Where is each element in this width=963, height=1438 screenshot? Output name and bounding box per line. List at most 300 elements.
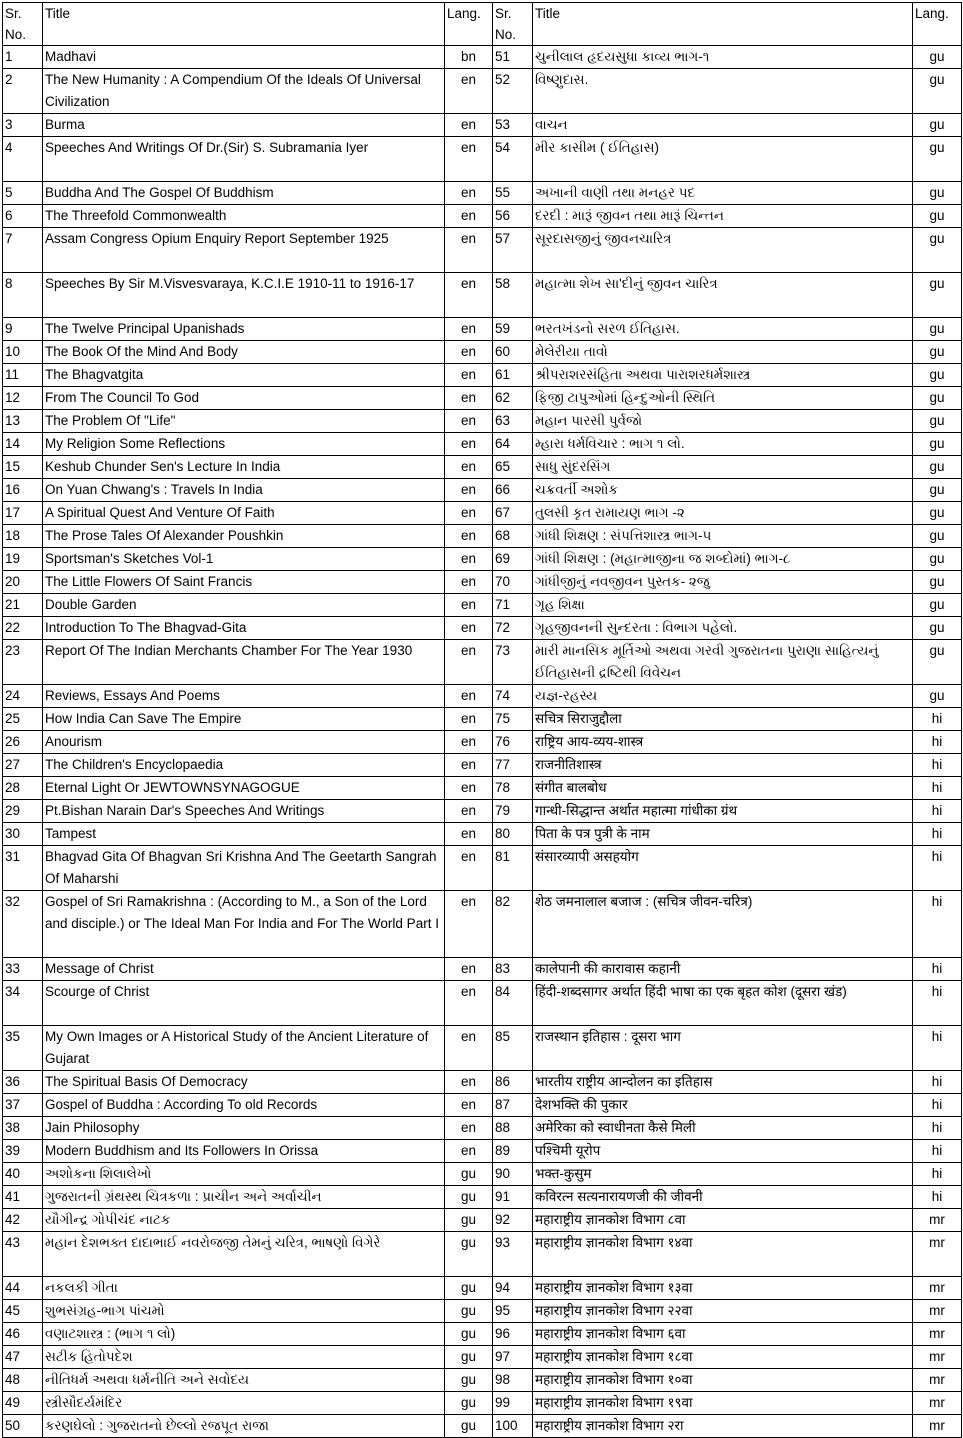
title-cell: देशभक्ति की पुकार [533, 1094, 913, 1117]
title-cell: ગાંધી શિક્ષણ : સંપત્તિશાસ્ત્ર ભાગ-૫ [533, 525, 913, 548]
table-row [3, 410, 962, 433]
lang-cell: en [445, 640, 493, 685]
table-row [3, 754, 962, 777]
sr-no-cell: 62 [493, 387, 533, 410]
lang-cell: bn [445, 46, 493, 69]
sr-no-cell: 31 [3, 846, 43, 891]
lang-cell: en [445, 341, 493, 364]
lang-cell: gu [913, 182, 962, 205]
title-cell: महाराष्ट्रीय ज्ञानकोश विभाग १४वा [533, 1232, 913, 1277]
table-row [3, 205, 962, 228]
sr-no-cell: 11 [3, 364, 43, 387]
lang-cell: mr [913, 1300, 962, 1323]
sr-no-cell: 93 [493, 1232, 533, 1277]
sr-no-cell: 13 [3, 410, 43, 433]
table-row [3, 433, 962, 456]
sr-no-cell: 15 [3, 456, 43, 479]
lang-cell: en [445, 800, 493, 823]
sr-no-cell: 73 [493, 640, 533, 685]
title-cell: The Bhagvatgita [43, 364, 445, 387]
lang-cell: hi [913, 1117, 962, 1140]
table-row [3, 594, 962, 617]
sr-no-cell: 30 [3, 823, 43, 846]
lang-cell: mr [913, 1369, 962, 1392]
table-body [3, 46, 962, 1438]
lang-cell: gu [445, 1186, 493, 1209]
lang-cell: gu [445, 1415, 493, 1438]
sr-no-cell: 21 [3, 594, 43, 617]
title-cell: Buddha And The Gospel Of Buddhism [43, 182, 445, 205]
lang-cell: en [445, 114, 493, 137]
lang-cell: hi [913, 1140, 962, 1163]
sr-no-cell: 35 [3, 1026, 43, 1071]
sr-no-cell: 54 [493, 137, 533, 182]
lang-cell: gu [913, 387, 962, 410]
book-list-table [2, 2, 962, 1438]
sr-no-cell: 3 [3, 114, 43, 137]
sr-no-cell: 38 [3, 1117, 43, 1140]
sr-no-cell: 8 [3, 273, 43, 318]
lang-cell: gu [445, 1346, 493, 1369]
title-cell: A Spiritual Quest And Venture Of Faith [43, 502, 445, 525]
title-cell: महाराष्ट्रीय ज्ञानकोश विभाग २रा [533, 1415, 913, 1438]
sr-no-cell: 28 [3, 777, 43, 800]
table-row [3, 1209, 962, 1232]
sr-no-cell: 65 [493, 456, 533, 479]
title-cell: તુલસી કૃત રામાયણ ભાગ -૨ [533, 502, 913, 525]
header-sr-no-left: Sr. No. [3, 3, 43, 46]
title-cell: पश्चिमी यूरोप [533, 1140, 913, 1163]
title-cell: Burma [43, 114, 445, 137]
title-cell: Modern Buddhism and Its Followers In Orissa [43, 1140, 445, 1163]
sr-no-cell: 40 [3, 1163, 43, 1186]
title-cell: Madhavi [43, 46, 445, 69]
header-title-left: Title [43, 3, 445, 46]
table-row [3, 617, 962, 640]
title-cell: संगीत बालबोध [533, 777, 913, 800]
header-lang-right: Lang. [913, 3, 962, 46]
title-cell: पिता के पत्र पुत्री के नाम [533, 823, 913, 846]
lang-cell: gu [913, 410, 962, 433]
title-cell: Message of Christ [43, 958, 445, 981]
lang-cell: hi [913, 1094, 962, 1117]
sr-no-cell: 24 [3, 685, 43, 708]
title-cell: ફિજી ટાપુઓમાં હિન્દુઓની સ્થિતિ [533, 387, 913, 410]
title-cell: મહાત્મા શેખ સા'દીનું જીવન ચારિત્ર [533, 273, 913, 318]
lang-cell: en [445, 318, 493, 341]
title-cell: Double Garden [43, 594, 445, 617]
table-row [3, 1186, 962, 1209]
table-row [3, 685, 962, 708]
title-cell: મીર કાસીમ ( ઈતિહાસ) [533, 137, 913, 182]
lang-cell: gu [913, 456, 962, 479]
lang-cell: gu [913, 228, 962, 273]
lang-cell: en [445, 502, 493, 525]
lang-cell: en [445, 1094, 493, 1117]
title-cell: અખાની વાણી તથા મનહર પદ [533, 182, 913, 205]
sr-no-cell: 66 [493, 479, 533, 502]
sr-no-cell: 53 [493, 114, 533, 137]
sr-no-cell: 82 [493, 891, 533, 958]
sr-no-cell: 14 [3, 433, 43, 456]
title-cell: મેલેરીયા તાવો [533, 341, 913, 364]
sr-no-cell: 10 [3, 341, 43, 364]
lang-cell: en [445, 1026, 493, 1071]
table-row [3, 387, 962, 410]
title-cell: महाराष्ट्रीय ज्ञानकोश विभाग १३वा [533, 1277, 913, 1300]
table-row [3, 1071, 962, 1094]
lang-cell: gu [913, 318, 962, 341]
title-cell: યૌગીન્દ્ર ગોપીચંદ નાટક [43, 1209, 445, 1232]
title-cell: Tampest [43, 823, 445, 846]
lang-cell: gu [913, 594, 962, 617]
sr-no-cell: 51 [493, 46, 533, 69]
table-row [3, 1232, 962, 1277]
lang-cell: hi [913, 846, 962, 891]
table-row [3, 1323, 962, 1346]
table-row [3, 1163, 962, 1186]
sr-no-cell: 69 [493, 548, 533, 571]
sr-no-cell: 88 [493, 1117, 533, 1140]
lang-cell: gu [445, 1323, 493, 1346]
lang-cell: hi [913, 823, 962, 846]
title-cell: વણાટશાસ્ત્ર : (ભાગ ૧ લો) [43, 1323, 445, 1346]
sr-no-cell: 17 [3, 502, 43, 525]
lang-cell: en [445, 617, 493, 640]
table-row [3, 228, 962, 273]
title-cell: Jain Philosophy [43, 1117, 445, 1140]
title-cell: The Prose Tales Of Alexander Poushkin [43, 525, 445, 548]
sr-no-cell: 85 [493, 1026, 533, 1071]
sr-no-cell: 25 [3, 708, 43, 731]
lang-cell: hi [913, 1071, 962, 1094]
title-cell: भारतीय राष्ट्रीय आन्दोलन का इतिहास [533, 1071, 913, 1094]
sr-no-cell: 58 [493, 273, 533, 318]
sr-no-cell: 67 [493, 502, 533, 525]
title-cell: Assam Congress Opium Enquiry Report September 1925 [43, 228, 445, 273]
lang-cell: gu [913, 617, 962, 640]
table-row [3, 846, 962, 891]
title-cell: મહાન દેશભક્ત દાદાભાઈ નવરોજજી તેમનું ચરિત્ર, ભાષણો વિગેરે [43, 1232, 445, 1277]
table-row [3, 1369, 962, 1392]
title-cell: મ્હારા ધર્મવિચાર : ભાગ ૧ લો. [533, 433, 913, 456]
title-cell: राजस्थान इतिहास : दूसरा भाग [533, 1026, 913, 1071]
lang-cell: gu [913, 640, 962, 685]
lang-cell: gu [913, 502, 962, 525]
sr-no-cell: 96 [493, 1323, 533, 1346]
sr-no-cell: 63 [493, 410, 533, 433]
lang-cell: hi [913, 981, 962, 1026]
title-cell: અશોકના શિલાલેખો [43, 1163, 445, 1186]
title-cell: कालेपानी की कारावास कहानी [533, 958, 913, 981]
sr-no-cell: 68 [493, 525, 533, 548]
table-row [3, 1026, 962, 1071]
sr-no-cell: 57 [493, 228, 533, 273]
sr-no-cell: 76 [493, 731, 533, 754]
lang-cell: gu [445, 1209, 493, 1232]
sr-no-cell: 34 [3, 981, 43, 1026]
title-cell: Reviews, Essays And Poems [43, 685, 445, 708]
table-row [3, 958, 962, 981]
lang-cell: en [445, 410, 493, 433]
lang-cell: en [445, 1140, 493, 1163]
lang-cell: gu [445, 1392, 493, 1415]
title-cell: महाराष्ट्रीय ज्ञानकोश विभाग ६वा [533, 1323, 913, 1346]
sr-no-cell: 56 [493, 205, 533, 228]
lang-cell: hi [913, 891, 962, 958]
sr-no-cell: 59 [493, 318, 533, 341]
lang-cell: mr [913, 1232, 962, 1277]
sr-no-cell: 89 [493, 1140, 533, 1163]
sr-no-cell: 70 [493, 571, 533, 594]
sr-no-cell: 6 [3, 205, 43, 228]
table-row [3, 502, 962, 525]
sr-no-cell: 84 [493, 981, 533, 1026]
title-cell: સાધુ સુંદરસિંગ [533, 456, 913, 479]
title-cell: Gospel of Sri Ramakrishna : (According to M., a Son of the Lord and disciple.) or The Ideal Man For India and For The World Part I [43, 891, 445, 958]
sr-no-cell: 44 [3, 1277, 43, 1300]
sr-no-cell: 42 [3, 1209, 43, 1232]
lang-cell: gu [445, 1369, 493, 1392]
title-cell: राजनीतिशास्त्र [533, 754, 913, 777]
table-row [3, 1140, 962, 1163]
sr-no-cell: 33 [3, 958, 43, 981]
sr-no-cell: 92 [493, 1209, 533, 1232]
table-row [3, 1117, 962, 1140]
sr-no-cell: 98 [493, 1369, 533, 1392]
lang-cell: en [445, 205, 493, 228]
sr-no-cell: 99 [493, 1392, 533, 1415]
lang-cell: gu [913, 46, 962, 69]
title-cell: संसारव्यापी असहयोग [533, 846, 913, 891]
sr-no-cell: 75 [493, 708, 533, 731]
title-cell: મહાન પારસી પુર્વજો [533, 410, 913, 433]
lang-cell: hi [913, 1186, 962, 1209]
lang-cell: hi [913, 708, 962, 731]
table-row [3, 273, 962, 318]
title-cell: દરદી : મારૂં જીવન તથા મારૂં ચિન્તન [533, 205, 913, 228]
sr-no-cell: 47 [3, 1346, 43, 1369]
title-cell: સૂરદાસજીનું જીવનચારિત્ર [533, 228, 913, 273]
lang-cell: en [445, 823, 493, 846]
lang-cell: en [445, 754, 493, 777]
title-cell: શ્રીપરાશરસંહિતા અથવા પારાશરધર્મશાસ્ત્ર [533, 364, 913, 387]
lang-cell: en [445, 958, 493, 981]
table-row [3, 640, 962, 685]
lang-cell: en [445, 525, 493, 548]
title-cell: ગુજરાતની ગ્રંથસ્થ ચિત્રકળા : પ્રાચીન અને અર્વાચીન [43, 1186, 445, 1209]
table-row [3, 46, 962, 69]
lang-cell: gu [913, 685, 962, 708]
sr-no-cell: 55 [493, 182, 533, 205]
sr-no-cell: 81 [493, 846, 533, 891]
lang-cell: mr [913, 1277, 962, 1300]
sr-no-cell: 50 [3, 1415, 43, 1438]
lang-cell: en [445, 981, 493, 1026]
title-cell: Speeches And Writings Of Dr.(Sir) S. Subramania Iyer [43, 137, 445, 182]
lang-cell: en [445, 182, 493, 205]
title-cell: महाराष्ट्रीय ज्ञानकोश विभाग १८वा [533, 1346, 913, 1369]
header-sr-no-right: Sr. No. [493, 3, 533, 46]
table-row [3, 571, 962, 594]
lang-cell: gu [913, 364, 962, 387]
title-cell: Keshub Chunder Sen's Lecture In India [43, 456, 445, 479]
title-cell: ગાંધી શિક્ષણ : (મહાત્માજીના જ શબ્દોમાં) ભાગ-૮ [533, 548, 913, 571]
lang-cell: mr [913, 1323, 962, 1346]
title-cell: महाराष्ट्रीय ज्ञानकोश विभाग १०वा [533, 1369, 913, 1392]
title-cell: From The Council To God [43, 387, 445, 410]
title-cell: સ્ત્રીસૌદર્યમંદિર [43, 1392, 445, 1415]
sr-no-cell: 36 [3, 1071, 43, 1094]
sr-no-cell: 72 [493, 617, 533, 640]
lang-cell: gu [913, 114, 962, 137]
lang-cell: gu [913, 69, 962, 114]
title-cell: भक्त-कुसुम [533, 1163, 913, 1186]
lang-cell: gu [913, 525, 962, 548]
lang-cell: gu [913, 479, 962, 502]
title-cell: The Threefold Commonwealth [43, 205, 445, 228]
title-cell: Anourism [43, 731, 445, 754]
sr-no-cell: 43 [3, 1232, 43, 1277]
lang-cell: en [445, 708, 493, 731]
table-row [3, 69, 962, 114]
lang-cell: gu [913, 137, 962, 182]
title-cell: મારી માનસિક મૂર્તિઓ અથવા ગરવી ગુજરાતના પુરાણા સાહિત્યનું ઈતિહાસની દ્રષ્ટિથી વિવેચન [533, 640, 913, 685]
title-cell: शेठ जमनालाल बजाज : (सचित्र जीवन-चरित्र) [533, 891, 913, 958]
lang-cell: en [445, 228, 493, 273]
sr-no-cell: 49 [3, 1392, 43, 1415]
table-row [3, 182, 962, 205]
sr-no-cell: 16 [3, 479, 43, 502]
sr-no-cell: 23 [3, 640, 43, 685]
lang-cell: gu [913, 548, 962, 571]
table-row [3, 823, 962, 846]
lang-cell: hi [913, 731, 962, 754]
title-cell: Introduction To The Bhagvad-Gita [43, 617, 445, 640]
lang-cell: gu [445, 1277, 493, 1300]
sr-no-cell: 29 [3, 800, 43, 823]
table-row [3, 364, 962, 387]
title-cell: गान्धी-सिद्धान्त अर्थात महात्मा गांधीका ग्रंथ [533, 800, 913, 823]
title-cell: ભરતખંડનો સરળ ઈતિહાસ. [533, 318, 913, 341]
table-row [3, 981, 962, 1026]
table-row [3, 456, 962, 479]
sr-no-cell: 80 [493, 823, 533, 846]
header-title-right: Title [533, 3, 913, 46]
lang-cell: hi [913, 1026, 962, 1071]
header-lang-left: Lang. [445, 3, 493, 46]
title-cell: The Book Of the Mind And Body [43, 341, 445, 364]
sr-no-cell: 18 [3, 525, 43, 548]
lang-cell: en [445, 387, 493, 410]
table-row [3, 1277, 962, 1300]
title-cell: સટીક હિતોપદેશ [43, 1346, 445, 1369]
title-cell: Report Of The Indian Merchants Chamber For The Year 1930 [43, 640, 445, 685]
sr-no-cell: 5 [3, 182, 43, 205]
sr-no-cell: 78 [493, 777, 533, 800]
sr-no-cell: 7 [3, 228, 43, 273]
lang-cell: hi [913, 1163, 962, 1186]
lang-cell: mr [913, 1209, 962, 1232]
title-cell: Eternal Light Or JEWTOWNSYNAGOGUE [43, 777, 445, 800]
title-cell: My Religion Some Reflections [43, 433, 445, 456]
sr-no-cell: 61 [493, 364, 533, 387]
lang-cell: en [445, 273, 493, 318]
lang-cell: en [445, 685, 493, 708]
lang-cell: gu [913, 433, 962, 456]
sr-no-cell: 19 [3, 548, 43, 571]
title-cell: Pt.Bishan Narain Dar's Speeches And Writings [43, 800, 445, 823]
table-row [3, 479, 962, 502]
lang-cell: mr [913, 1415, 962, 1438]
sr-no-cell: 12 [3, 387, 43, 410]
table-row [3, 1415, 962, 1438]
sr-no-cell: 9 [3, 318, 43, 341]
lang-cell: en [445, 364, 493, 387]
sr-no-cell: 83 [493, 958, 533, 981]
sr-no-cell: 45 [3, 1300, 43, 1323]
title-cell: The Twelve Principal Upanishads [43, 318, 445, 341]
lang-cell: gu [445, 1232, 493, 1277]
sr-no-cell: 79 [493, 800, 533, 823]
title-cell: The New Humanity : A Compendium Of the Ideals Of Universal Civilization [43, 69, 445, 114]
title-cell: વાચન [533, 114, 913, 137]
lang-cell: en [445, 69, 493, 114]
table-row [3, 318, 962, 341]
lang-cell: gu [913, 205, 962, 228]
title-cell: My Own Images or A Historical Study of the Ancient Literature of Gujarat [43, 1026, 445, 1071]
title-cell: Gospel of Buddha : According To old Records [43, 1094, 445, 1117]
table-row [3, 1392, 962, 1415]
table-row [3, 708, 962, 731]
sr-no-cell: 39 [3, 1140, 43, 1163]
lang-cell: gu [913, 571, 962, 594]
lang-cell: gu [445, 1300, 493, 1323]
title-cell: महाराष्ट्रीय ज्ञानकोश विभाग ८वा [533, 1209, 913, 1232]
title-cell: ગૃહ શિક્ષા [533, 594, 913, 617]
lang-cell: en [445, 777, 493, 800]
sr-no-cell: 2 [3, 69, 43, 114]
sr-no-cell: 1 [3, 46, 43, 69]
sr-no-cell: 86 [493, 1071, 533, 1094]
lang-cell: en [445, 479, 493, 502]
title-cell: The Spiritual Basis Of Democracy [43, 1071, 445, 1094]
sr-no-cell: 46 [3, 1323, 43, 1346]
table-row [3, 731, 962, 754]
lang-cell: gu [445, 1163, 493, 1186]
lang-cell: gu [913, 341, 962, 364]
lang-cell: en [445, 137, 493, 182]
title-cell: महाराष्ट्रीय ज्ञानकोश विभाग २२वा [533, 1300, 913, 1323]
sr-no-cell: 60 [493, 341, 533, 364]
title-cell: The Children's Encyclopaedia [43, 754, 445, 777]
sr-no-cell: 94 [493, 1277, 533, 1300]
table-row [3, 525, 962, 548]
title-cell: Speeches By Sir M.Visvesvaraya, K.C.I.E 1910-11 to 1916-17 [43, 273, 445, 318]
lang-cell: mr [913, 1346, 962, 1369]
title-cell: યજ્ઞ-રહસ્ય [533, 685, 913, 708]
sr-no-cell: 26 [3, 731, 43, 754]
title-cell: Bhagvad Gita Of Bhagvan Sri Krishna And The Geetarth Sangrah Of Maharshi [43, 846, 445, 891]
sr-no-cell: 87 [493, 1094, 533, 1117]
title-cell: The Problem Of "Life" [43, 410, 445, 433]
sr-no-cell: 90 [493, 1163, 533, 1186]
lang-cell: en [445, 846, 493, 891]
lang-cell: gu [913, 273, 962, 318]
title-cell: How India Can Save The Empire [43, 708, 445, 731]
sr-no-cell: 77 [493, 754, 533, 777]
lang-cell: en [445, 456, 493, 479]
